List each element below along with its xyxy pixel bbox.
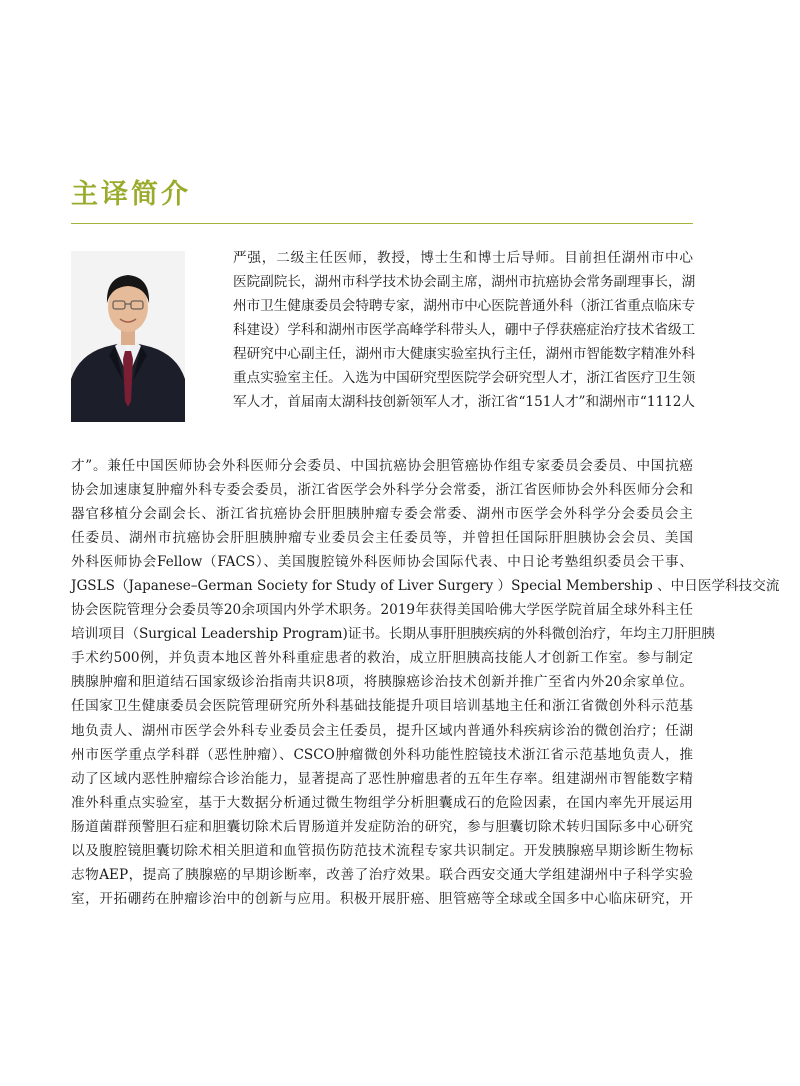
bio-intro-line: 军人才，首届南太湖科技创新领军人才，浙江省“151人才”和湖州市“1112人 bbox=[233, 394, 696, 411]
bio-body-line: 任委员、湖州市抗癌协会肝胆胰肿瘤专业委员会主任委员等，并曾担任国际肝胆胰协会会员、美国 bbox=[71, 530, 693, 547]
bio-body-line: 协会加速康复肿瘤外科专委会委员，浙江省医学会外科学分会常委，浙江省医师协会外科医师分会和 bbox=[71, 482, 693, 499]
bio-intro-line: 程研究中心副主任，湖州市大健康实验室执行主任，湖州市智能数字精准外科 bbox=[233, 346, 696, 363]
bio-intro-line: 州市卫生健康委员会特聘专家，湖州市中心医院普通外科（浙江省重点临床专 bbox=[233, 298, 696, 315]
bio-body-line: 州市医学重点学科群（恶性肿瘤）、CSCO肿瘤微创外科功能性腔镜技术浙江省示范基地负责人，推 bbox=[71, 746, 693, 763]
bio-body-line: 肠道菌群预警胆石症和胆囊切除术后胃肠道并发症防治的研究，参与胆囊切除术转归国际多中心研究 bbox=[71, 818, 693, 835]
bio-body-line: 地负责人、湖州市医学会外科专业委员会主任委员，提升区域内普通外科疾病诊治的微创治疗；任湖 bbox=[71, 722, 693, 739]
portrait-photo bbox=[71, 251, 185, 422]
bio-body-line: 室，开拓硼药在肿瘤诊治中的创新与应用。积极开展肝癌、胆管癌等全球或全国多中心临床研究，开 bbox=[71, 890, 693, 907]
bio-body-line: 任国家卫生健康委员会医院管理研究所外科基础技能提升项目培训基地主任和浙江省微创外科示范基 bbox=[71, 698, 693, 715]
bio-body-line: 胰腺肿瘤和胆道结石国家级诊治指南共识8项，将胰腺癌诊治技术创新并推广至省内外20余家单位。 bbox=[71, 674, 693, 691]
bio-intro-line: 医院副院长，湖州市科学技术协会副主席，湖州市抗癌协会常务副理事长，湖 bbox=[233, 274, 696, 291]
bio-intro-line: 科建设）学科和湖州市医学高峰学科带头人，硼中子俘获癌症治疗技术省级工 bbox=[233, 322, 696, 339]
bio-body-line: 培训项目（Surgical Leadership Program)证书。长期从事肝胆胰疾病的外科微创治疗，年均主刀肝胆胰 bbox=[71, 626, 715, 643]
bio-body-line: 协会医院管理分会委员等20余项国内外学术职务。2019年获得美国哈佛大学医学院首届全球外科主任 bbox=[71, 602, 693, 619]
bio-body-line: 器官移植分会副会长、浙江省抗癌协会肝胆胰肿瘤专委会常委、湖州市医学会外科学分会委员会主 bbox=[71, 506, 693, 523]
bio-body-line: 以及腹腔镜胆囊切除术相关胆道和血管损伤防范技术流程专家共识制定。开发胰腺癌早期诊断生物标 bbox=[71, 842, 693, 859]
title-divider bbox=[71, 223, 693, 224]
bio-body-line: 动了区域内恶性肿瘤综合诊治能力，显著提高了恶性肿瘤患者的五年生存率。组建湖州市智能数字精 bbox=[71, 770, 693, 787]
bio-intro-line: 重点实验室主任。入选为中国研究型医院学会研究型人才，浙江省医疗卫生领 bbox=[233, 370, 696, 387]
bio-body bbox=[71, 454, 780, 911]
page-title: 主译简介 bbox=[71, 179, 191, 210]
bio-body-line: 准外科重点实验室，基于大数据分析通过微生物组学分析胆囊成石的危险因素，在国内率先开展运用 bbox=[71, 794, 693, 811]
bio-body-line: 手术约500例，并负责本地区普外科重症患者的救治，成立肝胆胰高技能人才创新工作室。参与制定 bbox=[71, 650, 693, 667]
bio-intro bbox=[205, 246, 696, 414]
bio-body-line: 志物AEP，提高了胰腺癌的早期诊断率，改善了治疗效果。联合西安交通大学组建湖州中子科学实验 bbox=[71, 866, 693, 883]
bio-intro-line: 严强，二级主任医师，教授，博士生和博士后导师。目前担任湖州市中心 bbox=[233, 250, 693, 266]
bio-body-line: 外科医师协会Fellow（FACS）、美国腹腔镜外科医师协会国际代表、中日论考塾组织委员会干事、 bbox=[71, 554, 693, 571]
bio-body-line: 才”。兼任中国医师协会外科医师分会委员、中国抗癌协会胆管癌协作组专家委员会委员、中国抗癌 bbox=[71, 458, 693, 474]
bio-body-line: JGSLS（Japanese–German Society for Study of Liver Surgery ）Special Membership 、中日医学科技交流 bbox=[71, 578, 780, 595]
